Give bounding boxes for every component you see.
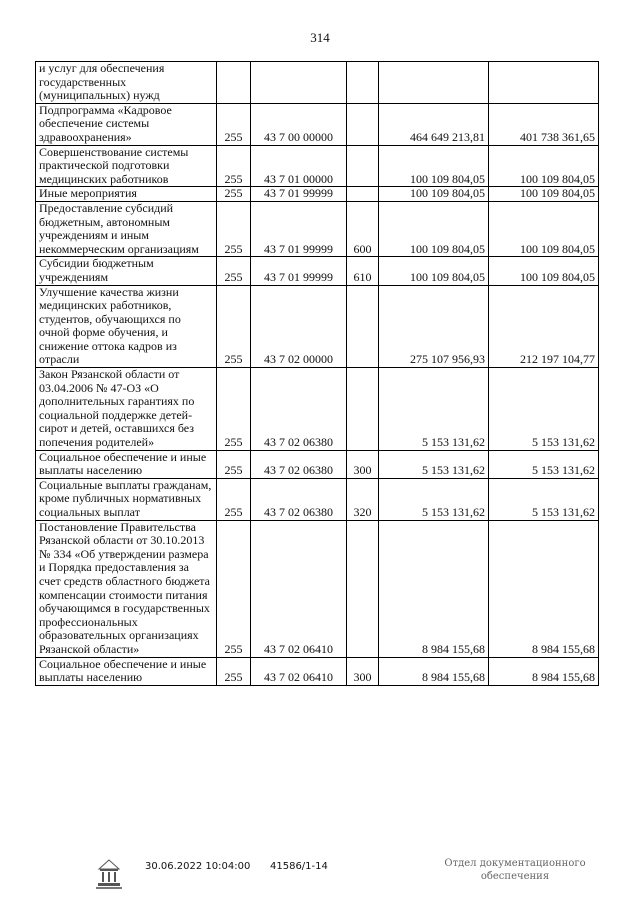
row-name: Закон Рязанской области от 03.04.2006 № 47-ОЗ «О дополнительных гарантиях по социальной поддержке детей-сирот и детей, оставшихся без попечения родителей»	[36, 368, 217, 451]
row-code: 255	[217, 187, 251, 202]
row-name: Социальные выплаты гражданам, кроме публичных нормативных социальных выплат	[36, 478, 217, 520]
row-vr: 320	[347, 478, 379, 520]
row-sum1: 5 153 131,62	[379, 478, 489, 520]
row-code: 255	[217, 103, 251, 145]
row-sum2: 8 984 155,68	[489, 657, 599, 685]
row-code: 255	[217, 257, 251, 285]
row-sum2	[489, 62, 599, 104]
footer-department: Отдел документационного обеспечения	[444, 858, 586, 882]
row-vr	[347, 103, 379, 145]
row-csr: 43 7 02 06410	[251, 520, 347, 657]
table-row	[36, 285, 599, 368]
row-code	[217, 62, 251, 104]
row-sum2: 212 197 104,77	[489, 285, 599, 368]
table-row	[36, 657, 599, 685]
row-name: Улучшение качества жизни медицинских работников, студентов, обучающихся по очной форме обучения, и снижение оттока кадров из отрасли	[36, 285, 217, 368]
row-code: 255	[217, 368, 251, 451]
row-code: 255	[217, 657, 251, 685]
row-name: Постановление Правительства Рязанской области от 30.10.2013 № 334 «Об утверждении размера и Порядка предоставления за счет средств областного бюджета компенсации стоимости питания обучающимся в государственных профессиональных образовательных организациях Рязанской области»	[36, 520, 217, 657]
row-sum1: 275 107 956,93	[379, 285, 489, 368]
footer-date: 30.06.2022 10:04:00	[145, 861, 251, 872]
row-sum2: 100 109 804,05	[489, 201, 599, 256]
row-sum1: 100 109 804,05	[379, 187, 489, 202]
footer-doc-number: 41586/1-14	[270, 861, 328, 872]
table-row	[36, 257, 599, 285]
row-sum2: 5 153 131,62	[489, 478, 599, 520]
page-number: 314	[310, 30, 330, 45]
row-code: 255	[217, 478, 251, 520]
row-code: 255	[217, 201, 251, 256]
row-name: и услуг для обеспечения государственных (муниципальных) нужд	[36, 62, 217, 104]
table-row	[36, 103, 599, 145]
row-csr: 43 7 02 00000	[251, 285, 347, 368]
row-sum2: 5 153 131,62	[489, 368, 599, 451]
row-sum1: 5 153 131,62	[379, 450, 489, 478]
row-vr	[347, 145, 379, 187]
row-vr	[347, 187, 379, 202]
row-vr: 300	[347, 657, 379, 685]
row-sum1: 5 153 131,62	[379, 368, 489, 451]
row-csr: 43 7 01 99999	[251, 187, 347, 202]
row-csr: 43 7 01 99999	[251, 257, 347, 285]
row-name: Субсидии бюджетным учреждениям	[36, 257, 217, 285]
row-sum2: 100 109 804,05	[489, 187, 599, 202]
budget-table	[35, 61, 599, 686]
row-csr: 43 7 02 06380	[251, 450, 347, 478]
row-sum2: 100 109 804,05	[489, 257, 599, 285]
row-sum1: 8 984 155,68	[379, 520, 489, 657]
row-vr	[347, 62, 379, 104]
budget-table-body	[36, 62, 599, 686]
row-name: Подпрограмма «Кадровое обеспечение системы здравоохранения»	[36, 103, 217, 145]
row-csr: 43 7 02 06380	[251, 368, 347, 451]
row-name: Совершенствование системы практической подготовки медицинских работников	[36, 145, 217, 187]
emblem-icon	[92, 857, 126, 891]
row-csr: 43 7 01 00000	[251, 145, 347, 187]
row-sum2: 5 153 131,62	[489, 450, 599, 478]
row-csr: 43 7 01 99999	[251, 201, 347, 256]
row-code: 255	[217, 520, 251, 657]
row-name: Социальное обеспечение и иные выплаты населению	[36, 450, 217, 478]
row-code: 255	[217, 285, 251, 368]
row-sum1: 464 649 213,81	[379, 103, 489, 145]
row-sum2: 100 109 804,05	[489, 145, 599, 187]
row-code: 255	[217, 145, 251, 187]
row-csr	[251, 62, 347, 104]
row-csr: 43 7 00 00000	[251, 103, 347, 145]
table-row	[36, 520, 599, 657]
row-vr	[347, 520, 379, 657]
row-sum1: 8 984 155,68	[379, 657, 489, 685]
row-vr	[347, 368, 379, 451]
row-name: Социальное обеспечение и иные выплаты населению	[36, 657, 217, 685]
table-row	[36, 478, 599, 520]
row-vr: 300	[347, 450, 379, 478]
row-name: Иные мероприятия	[36, 187, 217, 202]
row-csr: 43 7 02 06380	[251, 478, 347, 520]
row-code: 255	[217, 450, 251, 478]
row-sum1	[379, 62, 489, 104]
row-csr: 43 7 02 06410	[251, 657, 347, 685]
table-row	[36, 201, 599, 256]
row-sum1: 100 109 804,05	[379, 257, 489, 285]
footer	[0, 851, 640, 901]
table-row	[36, 450, 599, 478]
row-sum2: 8 984 155,68	[489, 520, 599, 657]
table-row	[36, 187, 599, 202]
table-row	[36, 62, 599, 104]
row-name: Предоставление субсидий бюджетным, автономным учреждениям и иным некоммерческим организациям	[36, 201, 217, 256]
row-vr: 600	[347, 201, 379, 256]
row-vr	[347, 285, 379, 368]
table-row	[36, 368, 599, 451]
row-sum1: 100 109 804,05	[379, 145, 489, 187]
table-row	[36, 145, 599, 187]
row-sum1: 100 109 804,05	[379, 201, 489, 256]
row-sum2: 401 738 361,65	[489, 103, 599, 145]
row-vr: 610	[347, 257, 379, 285]
